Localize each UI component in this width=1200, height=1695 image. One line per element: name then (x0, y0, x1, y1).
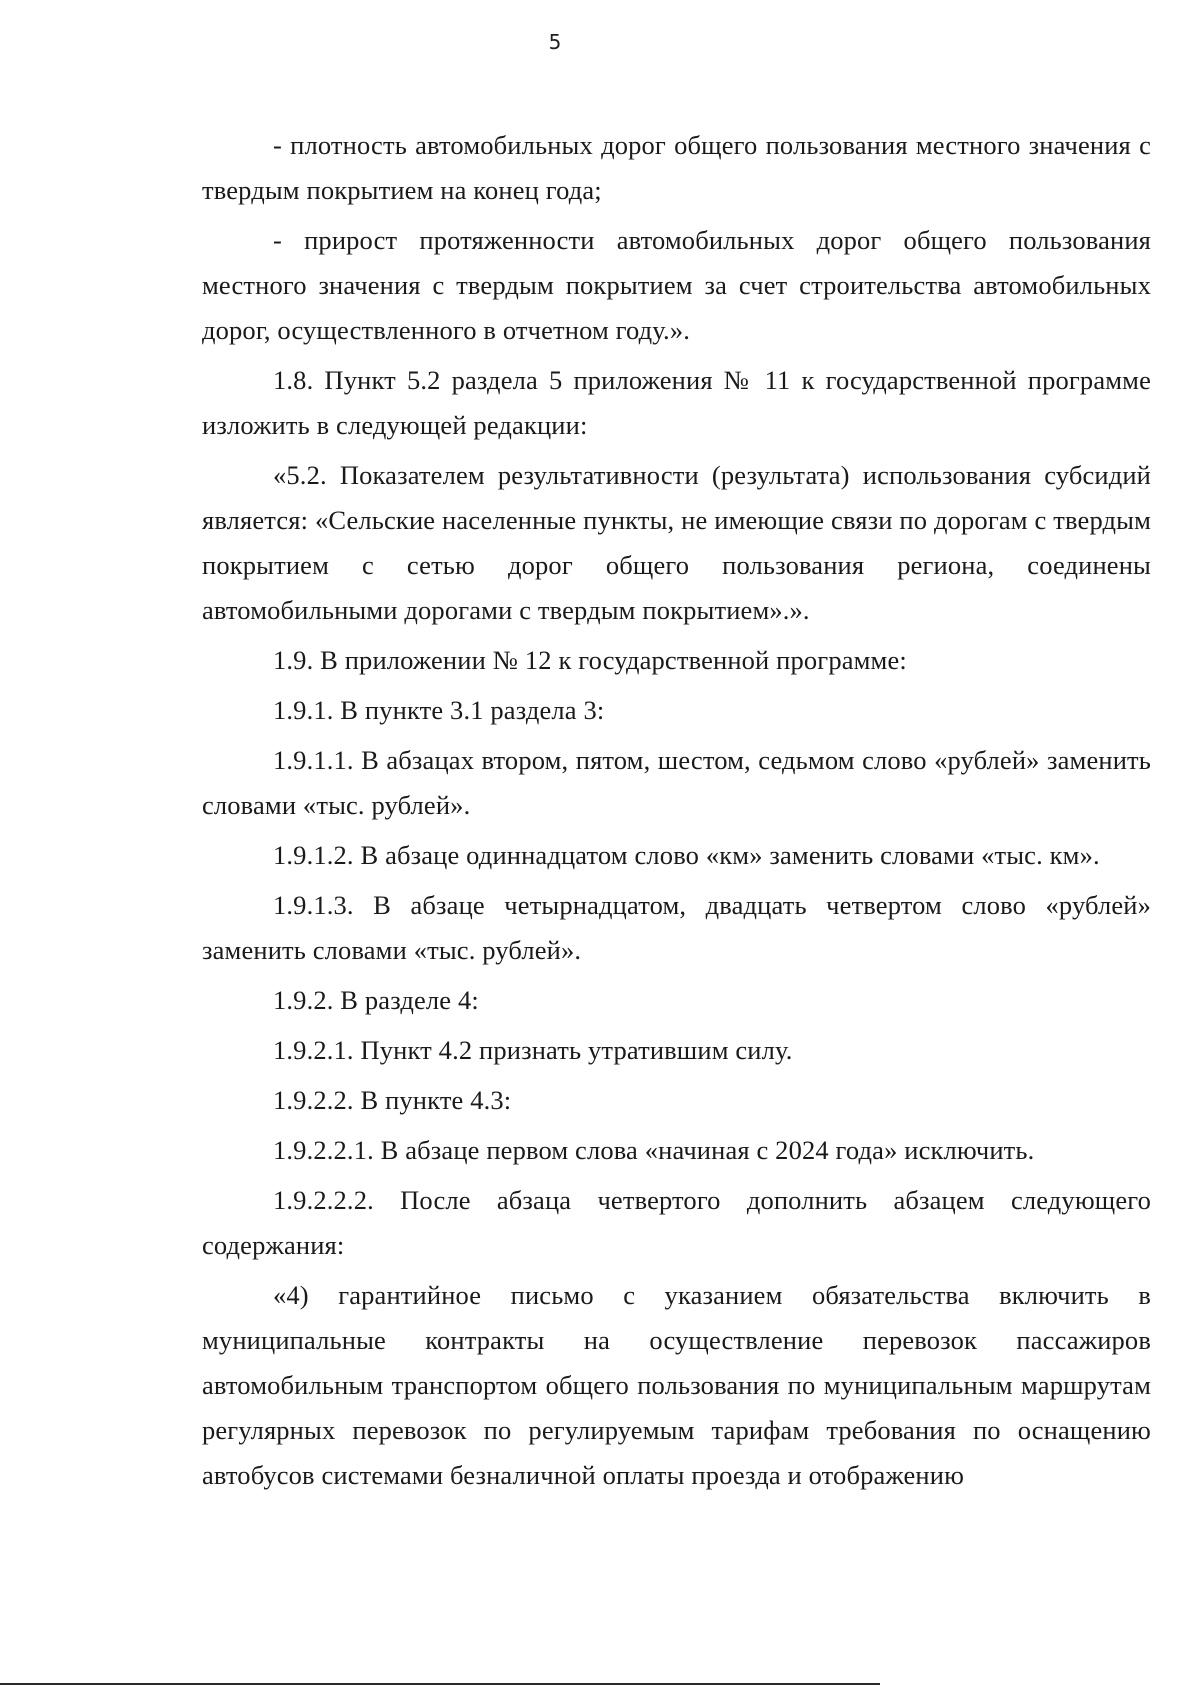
paragraph-guarantee-letter: «4) гарантийное письмо с указанием обязательства включить в муниципальные контракты на осуществление перевозок пассажиров автомобильным транспортом общего пользования по муниципальным маршрутам регулярных перевозок по регулируемым тарифам требования по оснащению автобусов системами безналичной оплаты проезда и отображению (202, 1280, 1151, 1490)
paragraph-1-9-2-2: 1.9.2.2. В пункте 4.3: (273, 1085, 512, 1115)
paragraph-1-9-2-2-1: 1.9.2.2.1. В абзаце первом слова «начиная с 2024 года» исключить. (273, 1135, 1035, 1165)
paragraph-density: - плотность автомобильных дорог общего пользования местного значения с твердым покрытием на конец года; (202, 130, 1151, 205)
paragraph-1-9-1-3: 1.9.1.3. В абзаце четырнадцатом, двадцать четвертом слово «рублей» заменить словами «тыс. рублей». (202, 890, 1151, 965)
page-number: 5 (548, 30, 562, 54)
paragraph-1-8: 1.8. Пункт 5.2 раздела 5 приложения № 11 к государственной программе изложить в следующей редакции: (202, 365, 1151, 440)
paragraph-1-9-1-2: 1.9.1.2. В абзаце одиннадцатом слово «км» заменить словами «тыс. км». (273, 840, 1100, 870)
paragraph-1-9-1-1: 1.9.1.1. В абзацах втором, пятом, шестом, седьмом слово «рублей» заменить словами «тыс. рублей». (202, 745, 1151, 820)
page-bottom-rule (0, 1683, 880, 1685)
paragraph-1-9: 1.9. В приложении № 12 к государственной программе: (273, 645, 907, 675)
document-body (202, 123, 1151, 1503)
paragraph-5-2: «5.2. Показателем результативности (результата) использования субсидий является: «Сельские населенные пункты, не имеющие связи по дорогам с твердым покрытием с сетью дорог общего пользования региона, соединены автомобильными дорогами с твердым покрытием».». (202, 460, 1151, 625)
paragraph-1-9-2-1: 1.9.2.1. Пункт 4.2 признать утратившим силу. (273, 1035, 793, 1065)
paragraph-1-9-2-2-2: 1.9.2.2.2. После абзаца четвертого дополнить абзацем следующего содержания: (202, 1185, 1151, 1260)
paragraph-length-growth: - прирост протяженности автомобильных дорог общего пользования местного значения с твердым покрытием за счет строительства автомобильных дорог, осуществленного в отчетном году.». (202, 225, 1151, 345)
paragraph-1-9-1: 1.9.1. В пункте 3.1 раздела 3: (273, 695, 605, 725)
paragraph-1-9-2: 1.9.2. В разделе 4: (273, 985, 479, 1015)
